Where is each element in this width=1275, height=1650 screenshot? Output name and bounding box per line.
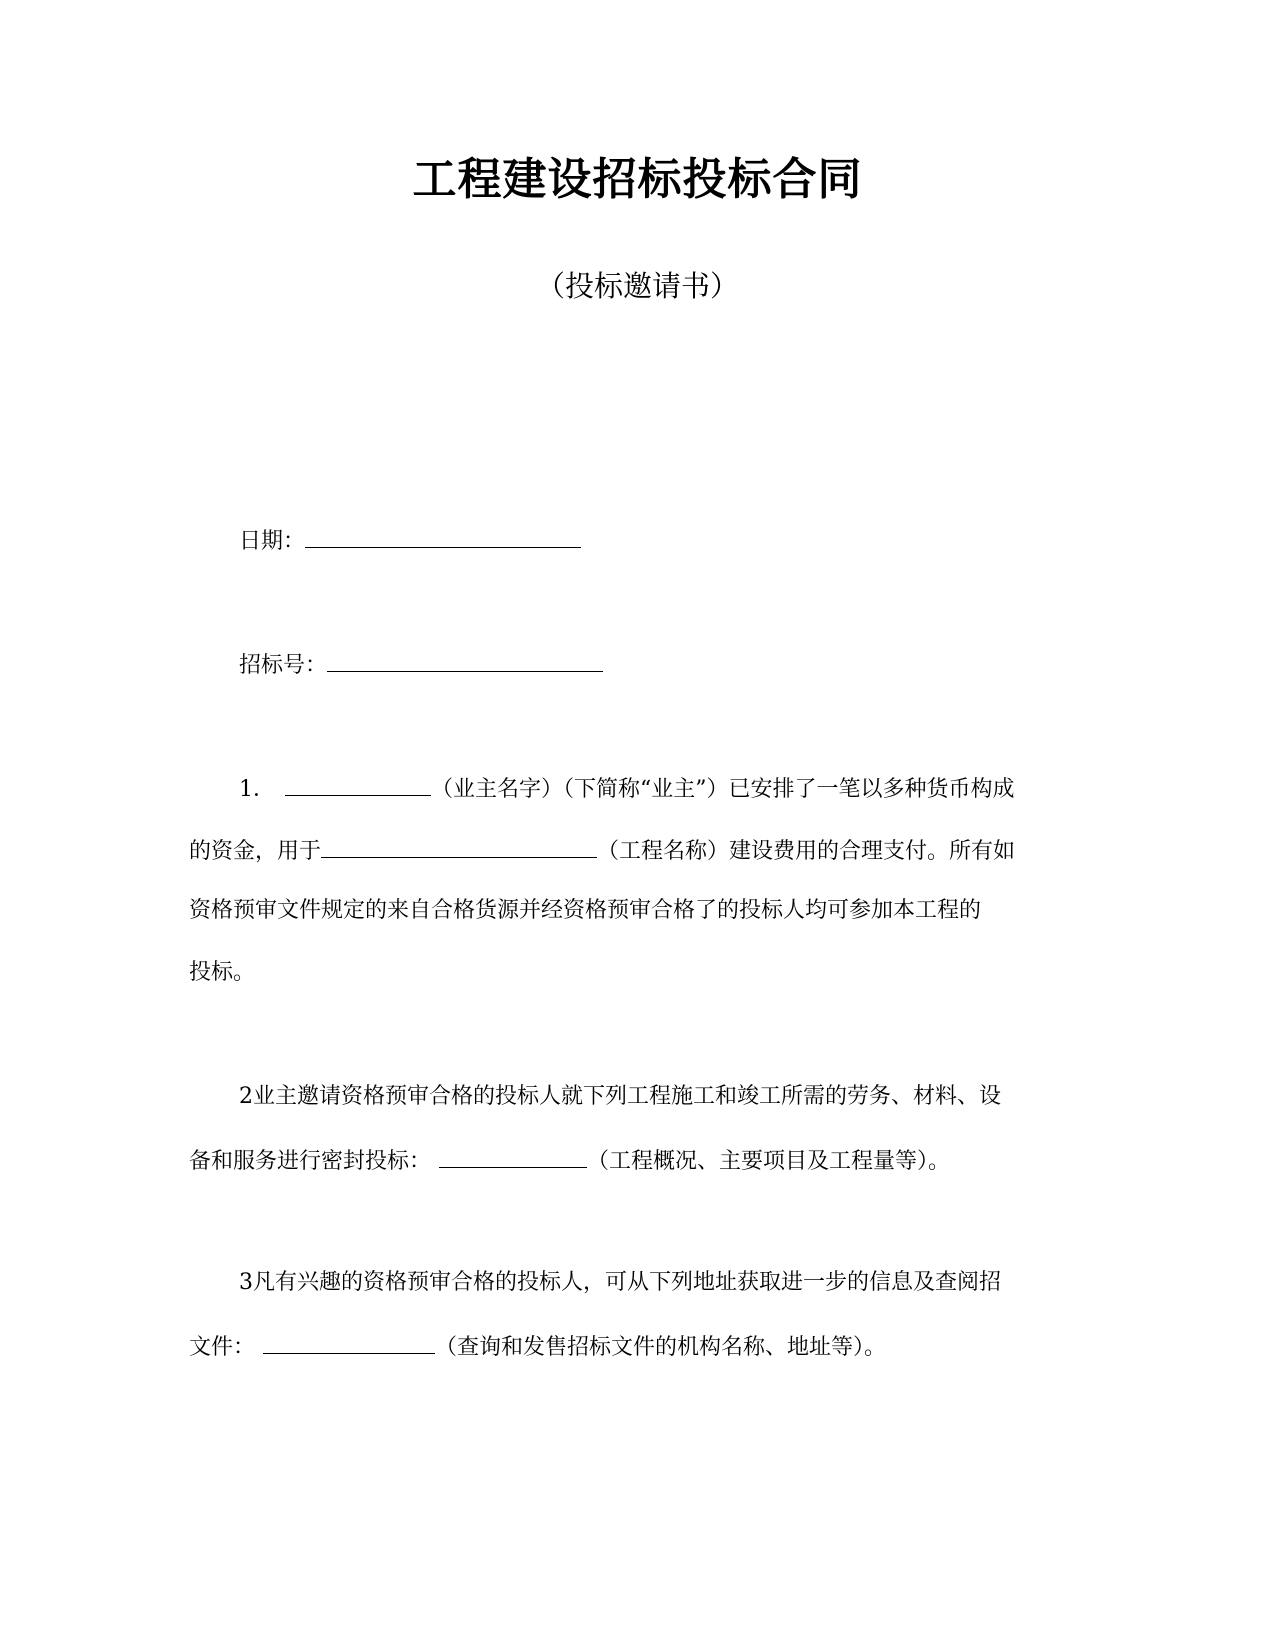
date-blank [305,523,581,548]
date-label: 日期： [239,529,306,554]
clause3-line2-text: （查询和发售招标文件的机构名称、地址等）。 [435,1335,887,1360]
clause2-line2-text: （工程概况、主要项目及工程量等）。 [587,1149,951,1174]
clause1-line3: 资格预审文件规定的来自合格货源并经资格预审合格了的投标人均可参加本工程的 [189,898,982,923]
clause2-line2-prefix: 备和服务进行密封投标： [189,1149,432,1174]
clause3-line2-prefix: 文件： [189,1335,256,1360]
clause1-line2-text: （工程名称）建设费用的合理支付。所有如 [597,839,1016,864]
owner-name-blank [285,771,431,796]
clause1-number: 1． [239,777,275,802]
clause2-line2 [189,1143,1089,1178]
clause1-line2-prefix: 的资金，用于 [189,839,322,864]
document-title: 工程建设招标投标合同 [412,154,863,205]
clause2-line1: 2业主邀请资格预审合格的投标人就下列工程施工和竣工所需的劳务、材料、设 [239,1084,1001,1109]
clause3-line2 [189,1329,1089,1364]
works-description-blank [439,1143,587,1168]
clause3-line1: 3凡有兴趣的资格预审合格的投标人，可从下列地址获取进一步的信息及查阅招 [239,1270,1001,1295]
clause1-line1 [239,771,1139,806]
project-name-blank [321,833,597,858]
tender-number-line [239,647,1139,682]
clause1-line4: 投标。 [189,960,256,985]
document-subtitle: （投标邀请书） [535,269,739,303]
date-line [239,523,1139,558]
office-address-blank [263,1329,435,1354]
tender-number-blank [327,647,603,672]
clause1-line1-text: （业主名字）（下简称“业主”）已安排了一笔以多种货币构成 [431,777,1015,802]
tender-number-label: 招标号： [239,653,328,678]
clause1-line2 [189,833,1089,868]
